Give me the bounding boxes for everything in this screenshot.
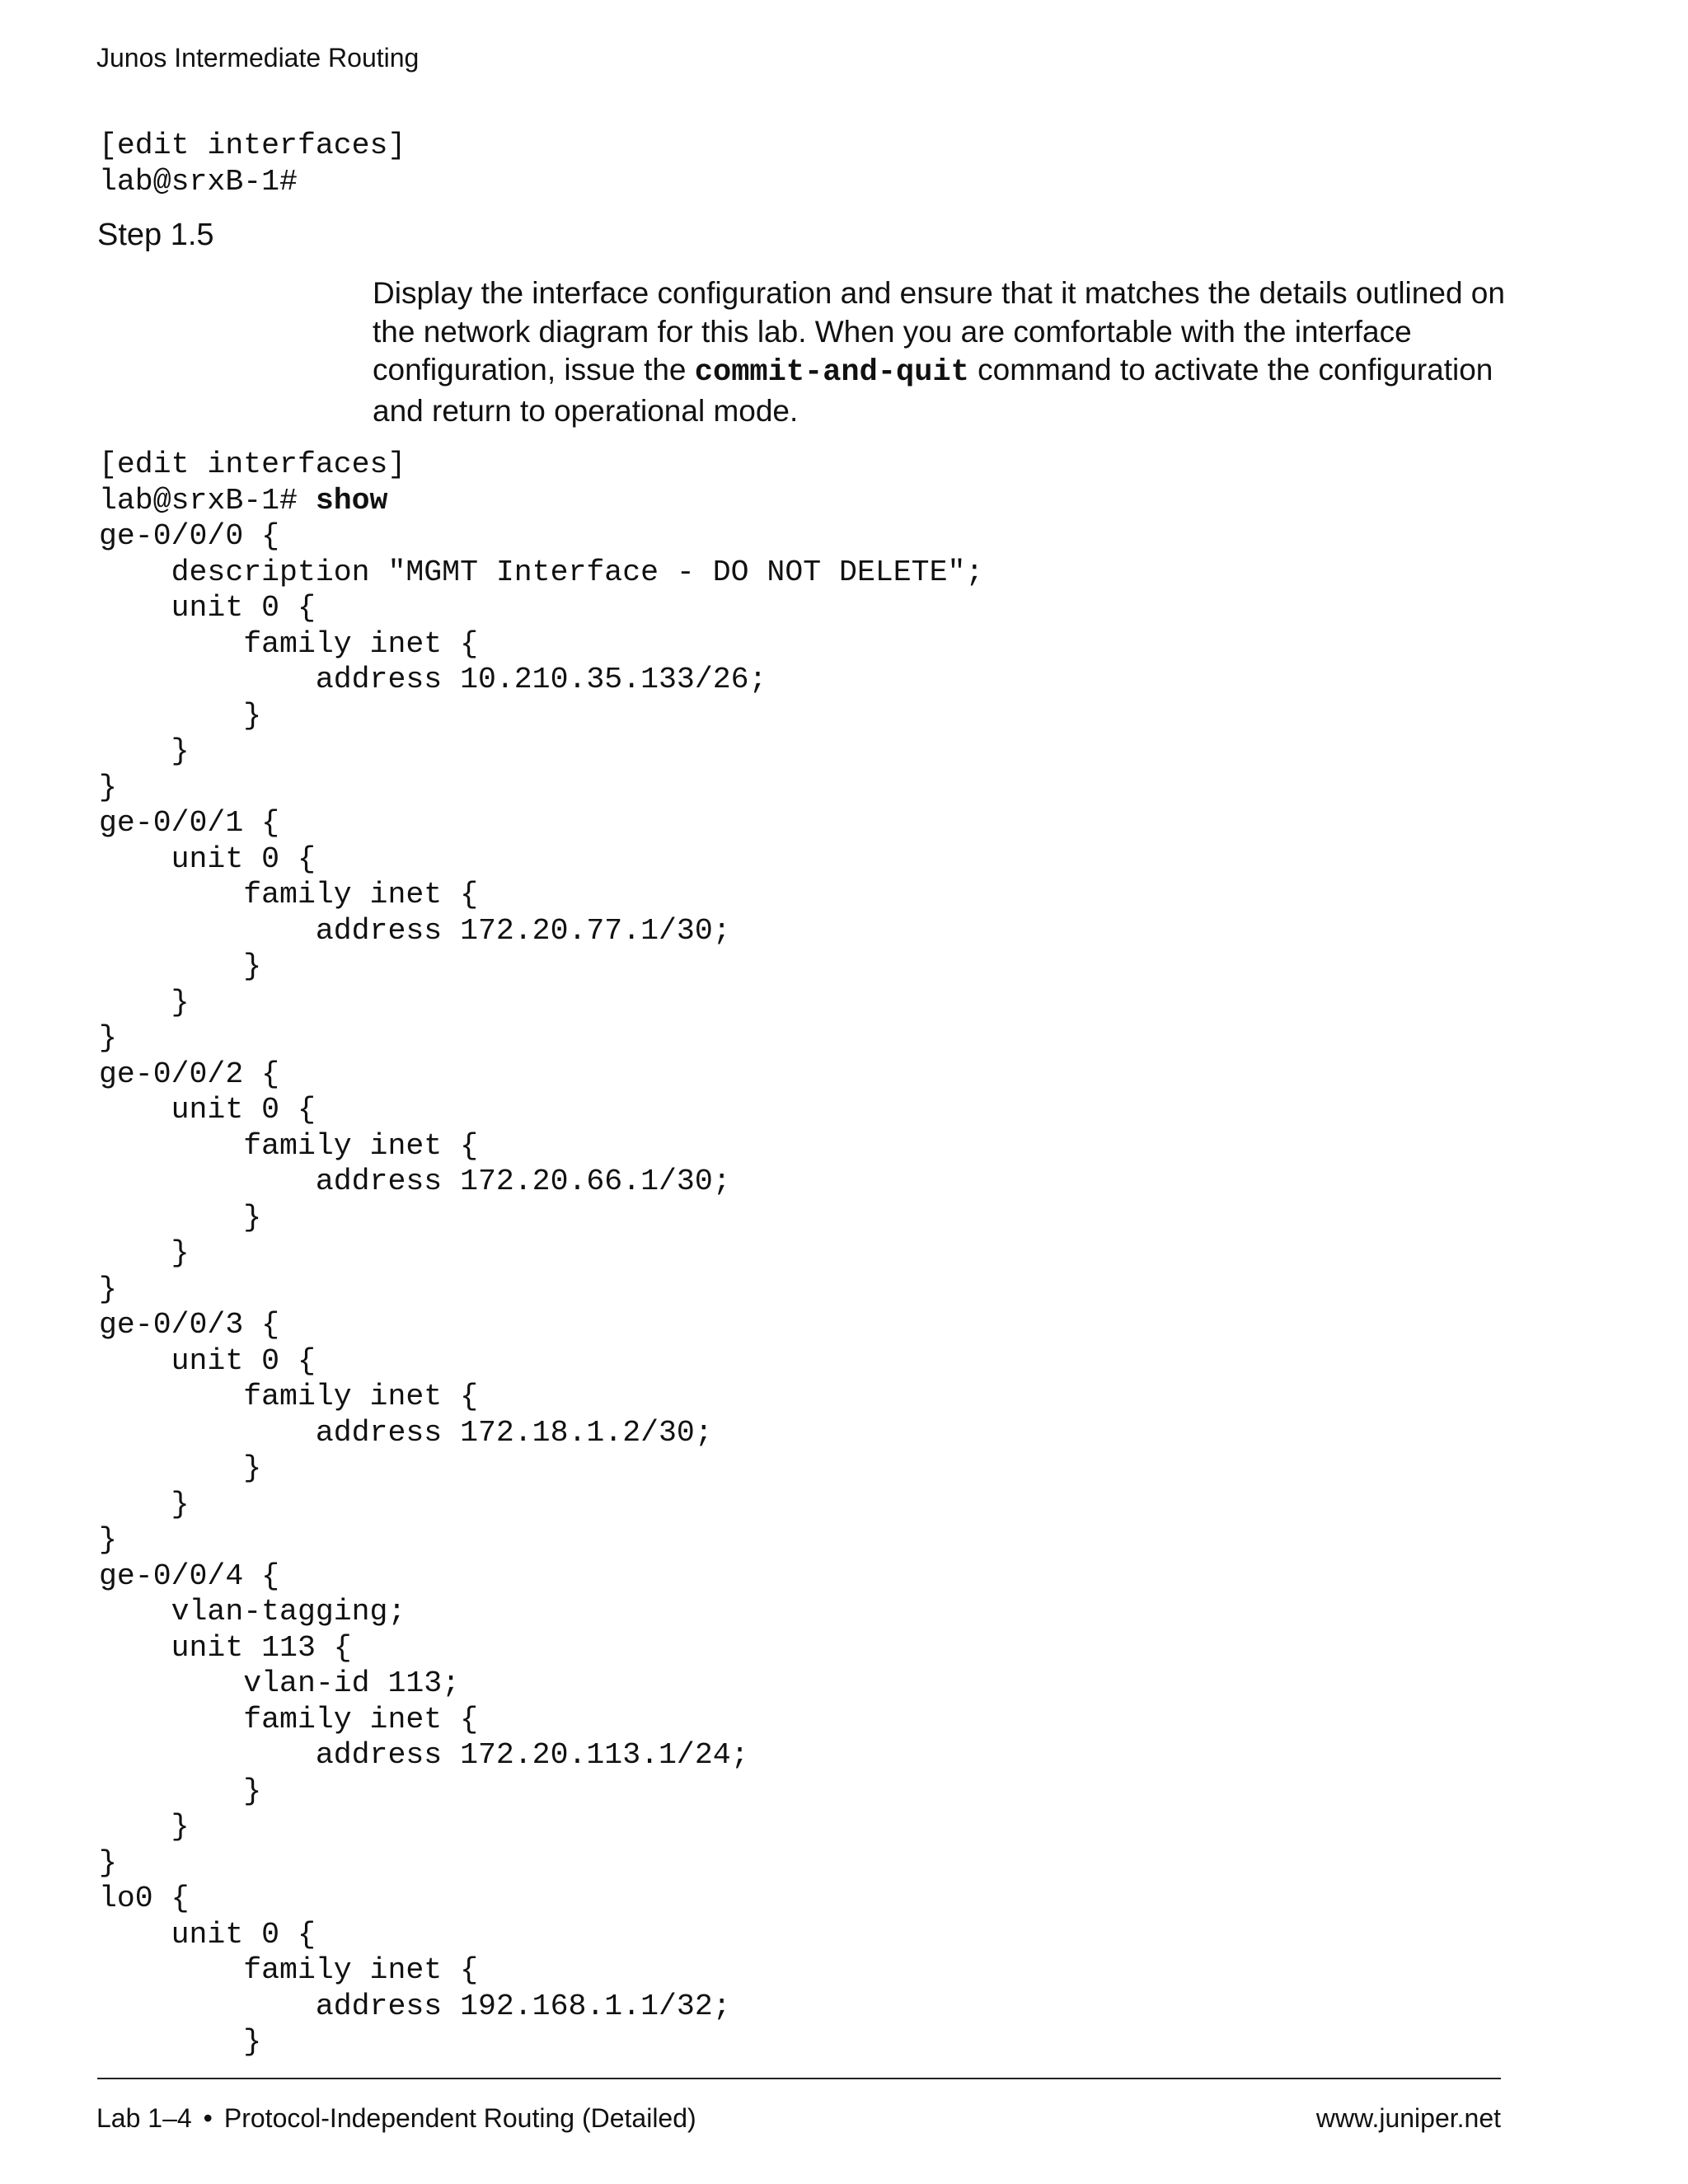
code-line: address 192.168.1.1/32; [99,1989,731,2023]
code-line: ge-0/0/4 { [99,1558,280,1593]
code-line: family inet { [99,626,478,661]
code-line: vlan-id 113; [99,1666,461,1700]
code-line: unit 0 { [99,841,316,876]
code-line: unit 0 { [99,1917,316,1952]
code-line: unit 113 { [99,1630,352,1665]
code-line: family inet { [99,1380,478,1413]
code-line: } [99,2025,262,2059]
code-line: ge-0/0/1 { [99,806,280,840]
code-line: address 10.210.35.133/26; [99,663,767,696]
code-line: ge-0/0/3 { [99,1308,280,1342]
code-line: } [99,1021,117,1055]
code-line: vlan-tagging; [99,1595,406,1629]
code-line: description "MGMT Interface - DO NOT DELETE"; [99,555,984,589]
code-line: } [99,949,262,983]
code-line: } [99,698,262,733]
code-line: family inet { [99,1128,478,1163]
code-line: family inet { [99,878,478,912]
code-line: } [99,1810,190,1844]
cli-command: show [315,483,388,518]
code-line: address 172.20.66.1/30; [99,1165,731,1198]
code-line: } [99,1487,190,1521]
footer-url: www.juniper.net [1315,2103,1501,2133]
code-line: unit 0 { [99,591,316,625]
code-line: family inet { [99,1953,478,1987]
config-lines [99,519,983,2059]
footer-divider [97,2078,1501,2079]
code-line: family inet { [99,1702,478,1736]
footer-bullet: • [203,2103,213,2133]
code-block-context [99,128,406,199]
code-line: } [99,1200,262,1235]
code-line: } [99,770,117,804]
code-line: unit 0 { [99,1343,316,1378]
instruction-text-end: command to activate the configuration and return to operational mode. [373,353,1493,428]
step-title: Step 1.5 [97,218,214,252]
code-context-line: [edit interfaces] [99,448,406,481]
code-line: } [99,985,190,1019]
running-header: Junos Intermediate Routing [96,43,420,73]
code-line: } [99,1451,262,1485]
code-line: } [99,1845,117,1880]
code-line: } [99,1272,117,1306]
code-line: address 172.18.1.2/30; [99,1415,713,1450]
code-line: address 172.20.113.1/24; [99,1738,749,1772]
code-block-config [99,447,983,2060]
code-line: } [99,1523,117,1557]
code-line: lab@srxB-1# [99,164,298,199]
cli-prompt: lab@srxB-1# [99,483,316,518]
instruction-text: Display the interface configuration and ensure that it matches the details outlined on the network diagram for this lab. When you are comfortable with the interface configuration, issue the [373,276,1505,387]
code-line: ge-0/0/2 { [99,1057,280,1091]
code-line: ge-0/0/0 { [99,519,280,553]
code-line: } [99,1774,262,1808]
code-line: lo0 { [99,1882,190,1915]
code-line: } [99,1236,190,1270]
instruction-command: commit-and-quit [694,355,969,390]
code-line: } [99,734,190,768]
footer-section: Protocol-Independent Routing (Detailed) [223,2103,696,2133]
footer-page-info [96,2102,696,2135]
footer-page-label: Lab 1–4 [96,2103,192,2133]
step-instructions [373,274,1526,430]
code-line: unit 0 { [99,1093,316,1127]
code-line: address 172.20.77.1/30; [99,913,731,948]
code-line: [edit interfaces] [99,129,406,162]
